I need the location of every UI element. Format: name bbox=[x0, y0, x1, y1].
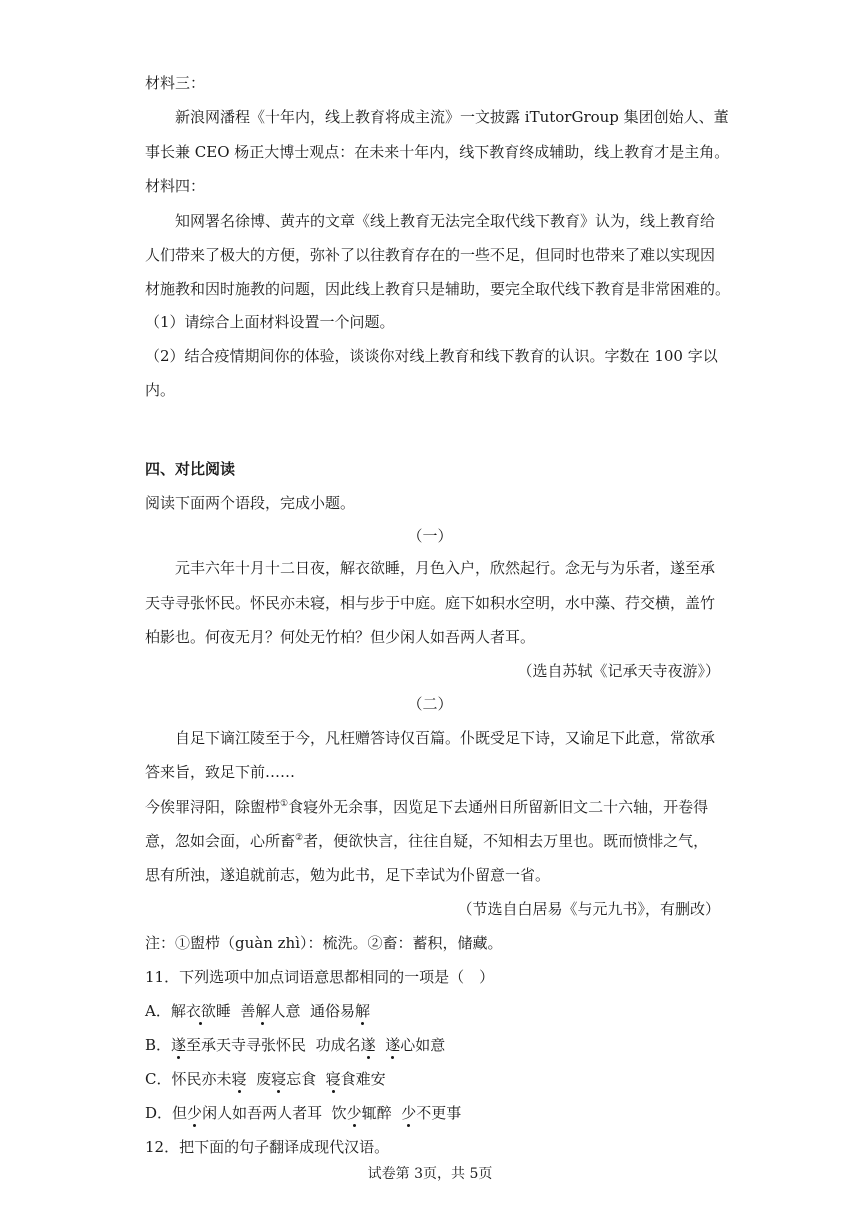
question-1: （1）请综合上面材料设置一个问题。 bbox=[145, 313, 395, 331]
material3-line-1: 新浪网潘程《十年内，线上教育将成主流》一文披露 iTutorGroup 集团创始人、董 bbox=[175, 108, 729, 126]
q11-stem: 11．下列选项中加点词语意思都相同的一项是（ ） bbox=[145, 968, 495, 986]
material3-heading: 材料三： bbox=[145, 74, 206, 92]
question-2: （2）结合疫情期间你的体验，谈谈你对线上教育和线下教育的认识。字数在 100 字以 bbox=[145, 347, 718, 365]
passage1-line-2: 天寺寻张怀民。怀民亦未寝，相与步于中庭。庭下如积水空明，水中藻、荇交横，盖竹 bbox=[145, 594, 716, 612]
q11-option-b: B．遂至承天寺寻张怀民 功成名遂 遂心如意 bbox=[145, 1036, 446, 1054]
material4-line-2: 人们带来了极大的方便，弥补了以往教育存在的一些不足，但同时也带来了难以实现因 bbox=[145, 246, 716, 264]
q11-option-c: C．怀民亦未寝 废寝忘食 寝食难安 bbox=[145, 1070, 386, 1088]
footnote-marker-2: ② bbox=[295, 833, 304, 843]
passage2-label: （二） bbox=[407, 695, 453, 713]
page-footer: 试卷第 3页，共 5页 bbox=[367, 1166, 493, 1182]
material4-line-3: 材施教和因时施教的问题，因此线上教育只是辅助，要完全取代线下教育是非常困难的。 bbox=[145, 280, 731, 298]
q11-option-a: A．解衣欲睡 善解人意 通俗易解 bbox=[145, 1002, 371, 1020]
passage2-line-5: 思有所浊，遂追就前志，勉为此书，足下幸试为仆留意一省。 bbox=[145, 866, 551, 884]
passage2-line-2: 答来旨，致足下前…… bbox=[145, 763, 296, 781]
passage1-line-1: 元丰六年十月十二日夜，解衣欲睡，月色入户，欣然起行。念无与为乐者，遂至承 bbox=[175, 559, 716, 577]
q11-option-d: D．但少闲人如吾两人者耳 饮少辄醉 少不更事 bbox=[145, 1104, 462, 1122]
material3-line-2: 事长兼 CEO 杨正大博士观点：在未来十年内，线下教育终成辅助，线上教育才是主角。 bbox=[145, 143, 730, 161]
material4-line-1: 知网署名徐博、黄卉的文章《线上教育无法完全取代线下教育》认为，线上教育给 bbox=[175, 212, 716, 230]
q12-stem: 12．把下面的句子翻译成现代汉语。 bbox=[145, 1138, 390, 1156]
section-instruction: 阅读下面两个语段，完成小题。 bbox=[145, 494, 356, 512]
passage1-source: （选自苏轼《记承天寺夜游》） bbox=[517, 662, 720, 680]
passage2-line-3: 今俟罪浔阳，除盥栉①食寝外无余事，因览足下去通州日所留新旧文二十六轴，开卷得 bbox=[145, 798, 709, 816]
question-2-cont: 内。 bbox=[145, 381, 176, 399]
passage2-source: （节选自白居易《与元九书》，有删改） bbox=[457, 900, 720, 918]
passage1-line-3: 柏影也。何夜无月？何处无竹柏？但少闲人如吾两人者耳。 bbox=[145, 628, 536, 646]
footnote-marker-1: ① bbox=[280, 799, 289, 809]
passage2-line-4: 意，忽如会面，心所畜②者，便欲快言，往往自疑，不知相去万里也。既而愤悱之气， bbox=[145, 832, 709, 850]
footnote: 注：①盥栉（guàn zhì）：梳洗。②畜：蓄积，储藏。 bbox=[145, 934, 503, 952]
passage1-label: （一） bbox=[407, 527, 453, 545]
passage2-line-1: 自足下谪江陵至于今，凡枉赠答诗仅百篇。仆既受足下诗，又谕足下此意，常欲承 bbox=[175, 729, 716, 747]
section-title: 四、对比阅读 bbox=[145, 460, 236, 478]
material4-heading: 材料四： bbox=[145, 177, 206, 195]
